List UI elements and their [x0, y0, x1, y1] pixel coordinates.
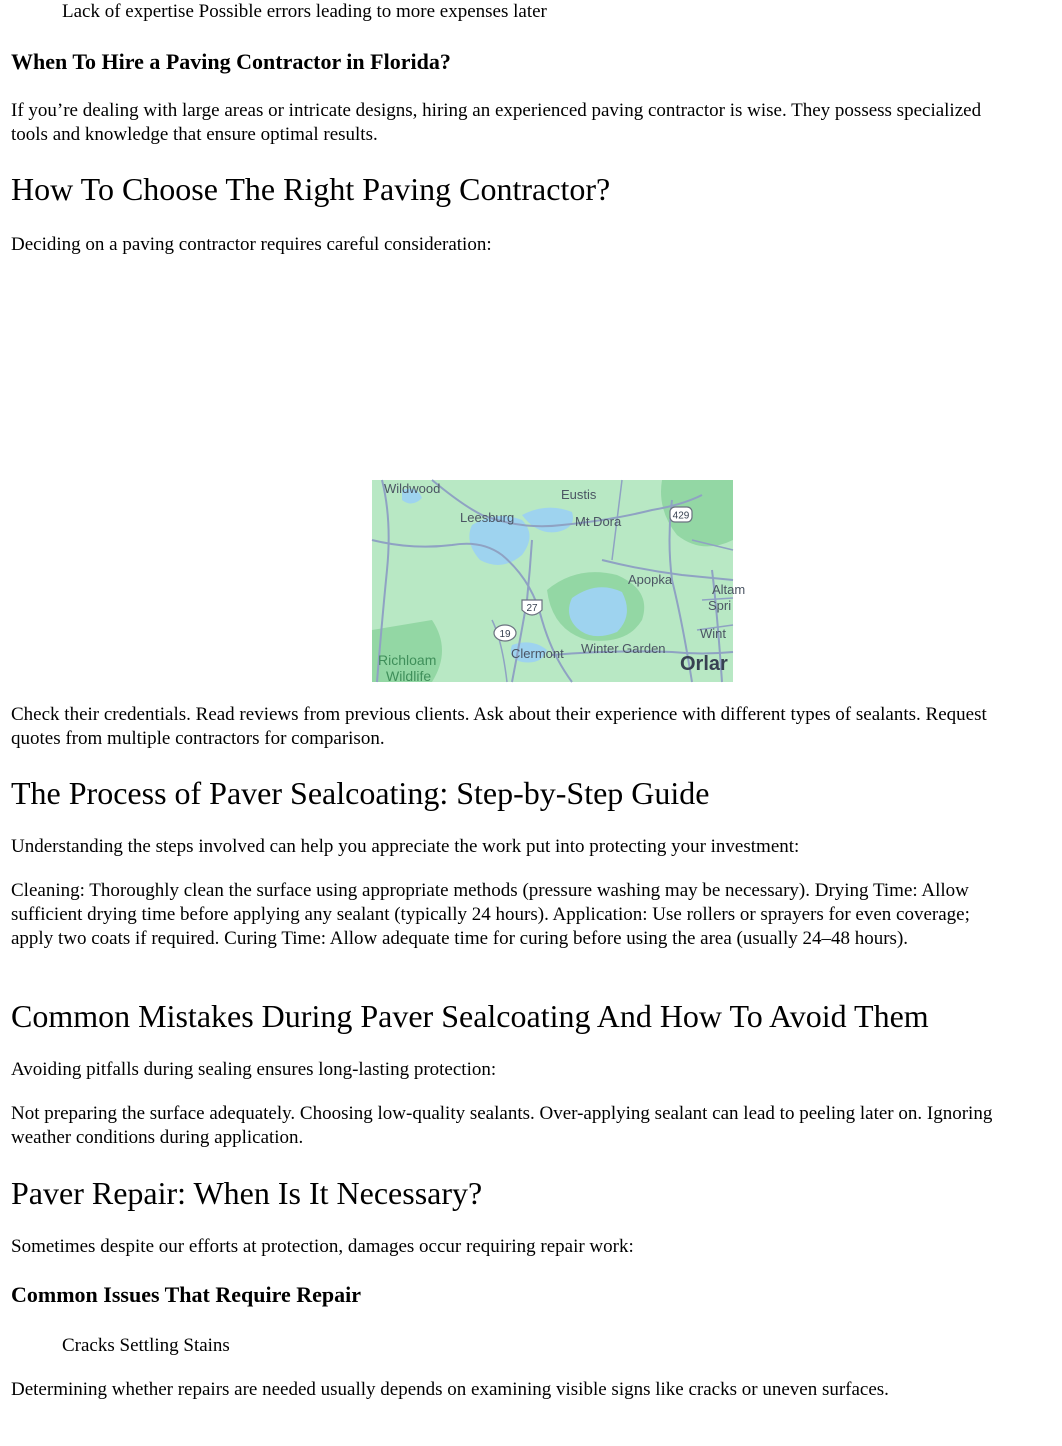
label-springs: Spri	[708, 598, 732, 613]
shield-sr19	[494, 625, 516, 641]
label-clermont: Clermont	[511, 646, 564, 661]
label-winter-park: Wint	[700, 626, 726, 641]
svg-text:429: 429	[672, 510, 690, 522]
label-winter-garden: Winter Garden	[581, 641, 666, 656]
map-svg	[372, 480, 746, 684]
paragraph-repair-intro: Sometimes despite our efforts at protection, damages occur requiring repair work:	[11, 1236, 634, 1257]
list-issues: Cracks Settling Stains	[62, 1335, 230, 1356]
shield-us27	[522, 600, 542, 615]
label-mt-dora: Mt Dora	[575, 514, 622, 529]
label-richloam: Richloam	[378, 652, 437, 668]
shield-sr429	[670, 507, 692, 522]
label-wildwood: Wildwood	[384, 481, 441, 496]
list-top: Lack of expertise Possible errors leading to more expenses later	[62, 1, 547, 22]
paragraph-mistakes-intro: Avoiding pitfalls during sealing ensures long-lasting protection:	[11, 1059, 497, 1080]
label-eustis: Eustis	[561, 487, 597, 502]
heading-choose-contractor: How To Choose The Right Paving Contractor?	[11, 171, 611, 207]
heading-common-issues: Common Issues That Require Repair	[11, 1282, 361, 1307]
map-image	[372, 480, 746, 684]
paragraph-mistakes-list: Not preparing the surface adequately. Choosing low-quality sealants. Over-applying sealant can lead to peeling later on. Ignoring weather conditions during application.	[11, 1103, 993, 1148]
heading-mistakes: Common Mistakes During Paver Sealcoating And How To Avoid Them	[11, 998, 929, 1034]
heading-repair: Paver Repair: When Is It Necessary?	[11, 1175, 483, 1211]
paragraph-when-hire: If you’re dealing with large areas or intricate designs, hiring an experienced paving contractor is wise. They possess specialized tools and knowledge that ensure optimal results.	[11, 100, 982, 145]
heading-process: The Process of Paver Sealcoating: Step-by-Step Guide	[11, 775, 710, 811]
paragraph-determining: Determining whether repairs are needed usually depends on examining visible signs like cracks or uneven surfaces.	[11, 1379, 889, 1400]
heading-when-hire: When To Hire a Paving Contractor in Florida?	[11, 49, 451, 74]
label-apopka: Apopka	[628, 572, 673, 587]
label-altamonte: Altam	[712, 582, 746, 597]
paragraph-process-steps: Cleaning: Thoroughly clean the surface using appropriate methods (pressure washing may be necessary). Drying Time: Allow sufficient drying time before applying any sealant (typically 24 hours). Application: Use rollers or sprayers for even coverage; apply two coats if required. Curing Time: Allow adequate time for curing before using the area (usually 24–48 hours).	[11, 880, 970, 949]
label-wildlife: Wildlife	[386, 668, 432, 684]
svg-text:27: 27	[526, 603, 538, 614]
svg-text:19: 19	[499, 629, 511, 640]
label-orlando: Orlar	[680, 653, 728, 675]
paragraph-credentials: Check their credentials. Read reviews from previous clients. Ask about their experience with different types of sealants. Request quotes from multiple contractors for comparison.	[11, 704, 987, 749]
paragraph-choose-contractor: Deciding on a paving contractor requires careful consideration:	[11, 234, 492, 255]
label-leesburg: Leesburg	[460, 510, 515, 525]
paragraph-process-intro: Understanding the steps involved can help you appreciate the work put into protecting your investment:	[11, 836, 800, 857]
